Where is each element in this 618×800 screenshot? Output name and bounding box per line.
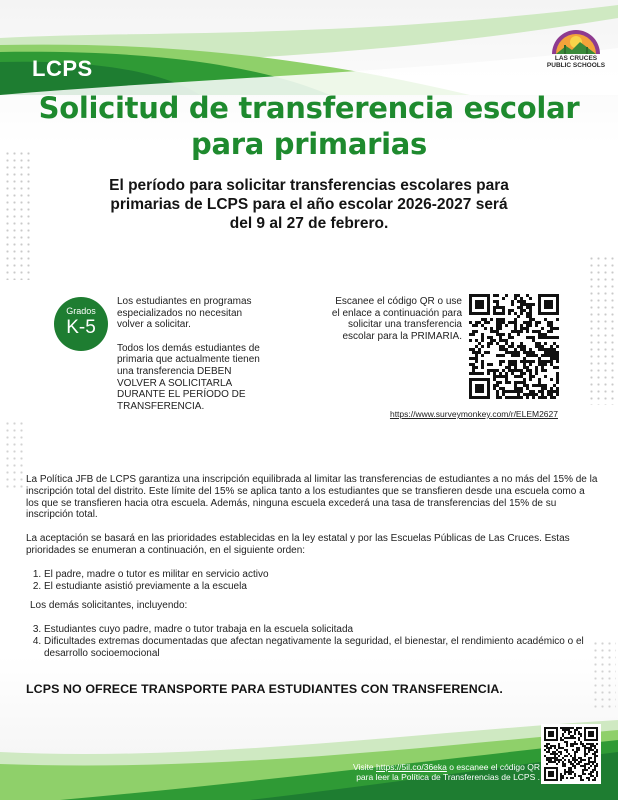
qr-instructions: Escanee el código QR o use el enlace a continuación para solicitar una transferencia escolar para la PRIMARIA. [331, 296, 462, 342]
policy-qr-code[interactable] [544, 727, 598, 781]
policy-link[interactable]: https://5il.co/36eka [376, 762, 447, 772]
transport-notice: LCPS NO OFRECE TRANSPORTE PARA ESTUDIANTES CON TRANSFERENCIA. [26, 682, 503, 696]
header-banner [0, 0, 618, 95]
other-applicants-label: Los demás solicitantes, incluyendo: [30, 600, 188, 612]
footer-banner [0, 712, 618, 800]
qr-code[interactable] [469, 294, 559, 401]
list-item: 2. El estudiante asistió previamente a la escuela [44, 581, 598, 593]
priority-list [26, 569, 598, 593]
eligibility-notes [117, 296, 265, 424]
dot-pattern [4, 150, 34, 280]
reapply-note: Todos los demás estudiantes de primaria que actualmente tienen una transferencia DEBEN VOLVER A SOLICITARLA DURANTE EL PERÍODO DE TRANSFERENCIA. [117, 342, 260, 412]
list-item: 1. El padre, madre o tutor es militar en servicio activo [44, 569, 598, 581]
dot-pattern [4, 420, 26, 490]
page-title: Solicitud de transferencia escolar para primarias [38, 91, 580, 161]
list-item: 3. Estudiantes cuyo padre, madre o tutor trabaja en la escuela solicitada [44, 624, 598, 636]
footer-policy-note: Visite https://5il.co/36eka o escanee el código QR para leer la Política de Transferencias de LCPS . [353, 762, 540, 782]
survey-link[interactable]: https://www.surveymonkey.com/r/ELEM2627 [389, 409, 558, 419]
logo-caption: LAS CRUCES PUBLIC SCHOOLS [546, 55, 606, 69]
list-item: 4. Dificultades extremas documentadas que afectan negativamente la seguridad, el bienestar, el rendimiento académico o el desarrollo socioemocional [44, 636, 598, 660]
priorities-intro: La aceptación se basará en las prioridades establecidas en la ley estatal y por las Escuelas Públicas de Las Cruces. Estas prioridades se enumeran a continuación, en el siguiente orden: [26, 533, 570, 556]
brand-text: LCPS [32, 56, 93, 81]
policy-body [26, 474, 598, 668]
application-period: El período para solicitar transferencias escolares para primarias de LCPS para el año escolar 2026-2027 será del 9 al 27 de febrero. [109, 177, 509, 232]
specialized-programs-note: Los estudiantes en programas especializados no necesitan volver a solicitar. [117, 296, 252, 331]
policy-paragraph: La Política JFB de LCPS garantiza una inscripción equilibrada al limitar las transferencias de estudiantes a no más del 15% de la inscripción total del distrito. Este límite del 15% se aplica tanto a los estudiantes que se transfieren desde una escuela como a los que se transfieren hacia otra escuela. Además, ninguna escuela excederá una tasa de transferencias del 15% de su inscripción total. [26, 474, 598, 521]
dot-pattern [588, 255, 618, 405]
priority-list [26, 624, 598, 659]
grades-badge: Grados K-5 [54, 297, 108, 351]
